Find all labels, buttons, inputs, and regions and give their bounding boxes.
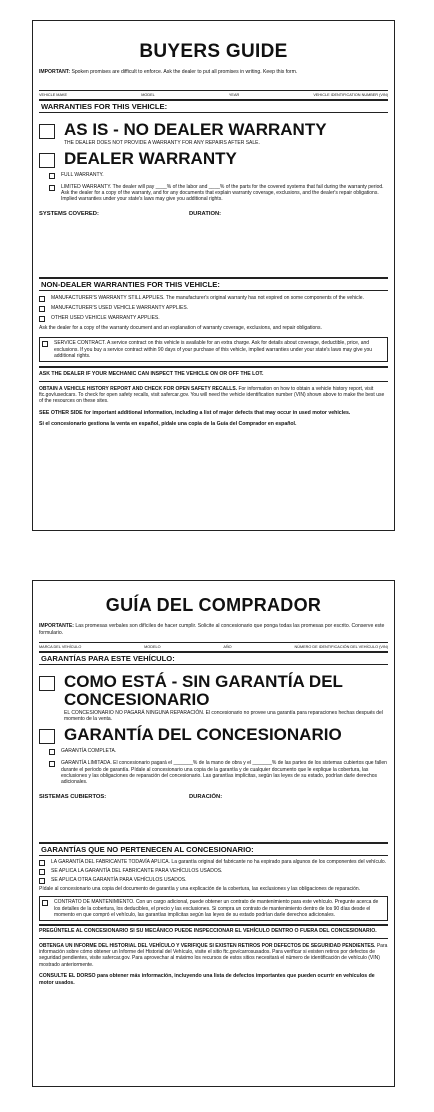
- duration-label: DURATION:: [189, 210, 222, 217]
- year-field[interactable]: YEAR: [228, 92, 240, 97]
- service-contract-checkbox[interactable]: [42, 900, 48, 906]
- full-warranty-checkbox[interactable]: [49, 749, 55, 755]
- history-report-heading: OBTAIN A VEHICLE HISTORY REPORT AND CHECK FOR OPEN SAFETY RECALLS.: [39, 385, 238, 392]
- non-dealer-heading: NON-DEALER WARRANTIES FOR THIS VEHICLE:: [39, 277, 388, 291]
- service-contract-text: CONTRATO DE MANTENIMIENTO. Con un cargo adicional, puede obtener un contrato de mantenimiento para este vehículo. Pregunte acerca de los detalles de la cobertura, los deducibles, el precio y las exclusiones. Si compra un contrato de mantenimiento dentro de los 90 días desde el momento en que compró el vehículo, las garantías implícitas según las leyes de su estado podrían darle derechos adicionales.: [54, 899, 379, 918]
- see-other-side: CONSULTE EL DORSO para obtener más información, incluyendo una lista de defectos importantes que pueden ocurrir en vehículos de motor usados.: [39, 973, 375, 986]
- model-field[interactable]: MODELO: [144, 645, 161, 650]
- important-notice: [39, 69, 388, 76]
- history-report-text: For information on how to obtain a vehicle history report, visit ftc.gov/usedcars. To check for open safety recalls, visit safercar.gov. You will need the vehicle identification number (VIN) shown above to make the best use of the resources on these sites.: [39, 385, 385, 405]
- as-is-option: [39, 673, 388, 722]
- as-is-subtext: EL CONCESIONARIO NO PAGARÁ NINGUNA REPARACIÓN. El concesionario no provee una garantía para reparaciones hechas después del momento de la venta.: [64, 710, 383, 723]
- history-report-notice: [39, 943, 388, 968]
- mfr-used-checkbox[interactable]: [39, 306, 45, 312]
- duration-label: DURACIÓN:: [189, 793, 223, 800]
- dealer-warranty-option: [39, 726, 388, 744]
- page-title: BUYERS GUIDE: [139, 41, 288, 62]
- model-field[interactable]: MODEL: [141, 92, 155, 97]
- other-used-text: OTHER USED VEHICLE WARRANTY APPLIES.: [51, 314, 160, 321]
- warranties-heading: WARRANTIES FOR THIS VEHICLE:: [39, 99, 388, 113]
- important-text: Las promesas verbales son difíciles de hacer cumplir. Solicite al concesionario que ponga todas las promesas por escrito. Conserve este formulario.: [39, 623, 385, 636]
- important-notice: [39, 623, 388, 636]
- limited-warranty-option: [49, 760, 388, 786]
- warranties-heading: GARANTÍAS PARA ESTE VEHÍCULO:: [39, 651, 388, 665]
- as-is-label-line-1: COMO ESTÁ - SIN GARANTÍA DEL: [64, 672, 343, 692]
- other-used-option: [39, 315, 388, 322]
- vehicle-make-field[interactable]: MARCA DEL VEHÍCULO: [39, 645, 82, 650]
- limited-warranty-text: GARANTÍA LIMITADA. El concesionario pagará el _______% de la mano de obra y el _______% de las partes de los sistemas cubiertos que fallen durante el período de garantía. Pídale al concesionario una copia de la garantía y de cualquier documento que le explique la cobertura, las exclusiones y las obligaciones de reparación del concesionario. Las garantías implícitas, según las leyes de su estado, podrían darle derechos adicionales.: [61, 760, 387, 786]
- limited-warranty-checkbox[interactable]: [49, 185, 55, 191]
- service-contract-option: [39, 896, 388, 921]
- mfr-still-applies-checkbox[interactable]: [39, 296, 45, 302]
- vin-field[interactable]: VEHICLE IDENTIFICATION NUMBER (VIN): [313, 92, 388, 97]
- dealer-warranty-checkbox[interactable]: [39, 729, 55, 744]
- as-is-label: AS IS - NO DEALER WARRANTY: [64, 119, 327, 139]
- other-used-text: SE APLICA OTRA GARANTÍA PARA VEHÍCULOS USADOS.: [51, 876, 187, 883]
- important-text: Spoken promises are difficult to enforce. Ask the dealer to put all promises in writing. Keep this form.: [71, 69, 298, 75]
- as-is-checkbox[interactable]: [39, 676, 55, 691]
- mfr-used-checkbox[interactable]: [39, 869, 45, 875]
- full-warranty-label: FULL WARRANTY.: [61, 171, 104, 178]
- mfr-still-applies-option: [39, 295, 388, 302]
- limited-warranty-checkbox[interactable]: [49, 761, 55, 767]
- mfr-used-text: SE APLICA LA GARANTÍA DEL FABRICANTE PARA VEHÍCULOS USADOS.: [51, 867, 223, 874]
- full-warranty-option: [49, 172, 388, 179]
- spanish-note: Si el concesionario gestiona la venta en español, pídale una copia de la Guía del Comprador en español.: [39, 421, 297, 428]
- mfr-still-applies-option: [39, 859, 388, 866]
- dealer-warranty-option: [39, 150, 388, 168]
- systems-duration-row: [39, 794, 388, 800]
- service-contract-text: SERVICE CONTRACT. A service contract on this vehicle is available for an extra charge. Ask for details about coverage, deductible, price, and exclusions. If you buy a service contract within 90 days of your purchase of this vehicle, implied warranties under your state's laws may give you additional rights.: [54, 340, 373, 359]
- dealer-warranty-checkbox[interactable]: [39, 153, 55, 168]
- buyers-guide-spanish: [32, 580, 395, 1087]
- mfr-used-option: [39, 868, 388, 875]
- ask-dealer-copy: Pídale al concesionario una copia del documento de garantía y una explicación de la cobertura, las exclusiones y las obligaciones de reparación.: [39, 885, 361, 892]
- full-warranty-checkbox[interactable]: [49, 173, 55, 179]
- as-is-subtext: THE DEALER DOES NOT PROVIDE A WARRANTY FOR ANY REPAIRS AFTER SALE.: [64, 139, 260, 146]
- as-is-label-line-2: CONCESIONARIO: [64, 690, 210, 710]
- service-contract-option: [39, 337, 388, 362]
- systems-duration-row: [39, 211, 388, 217]
- other-used-checkbox[interactable]: [39, 878, 45, 884]
- as-is-option: [39, 121, 388, 146]
- see-other-side: SEE OTHER SIDE for important additional information, including a list of major defects that may occur in used motor vehicles.: [39, 409, 351, 416]
- buyers-guide-english: [32, 20, 395, 531]
- vehicle-info-fields: [39, 90, 388, 97]
- inspect-notice: ASK THE DEALER IF YOUR MECHANIC CAN INSPECT THE VEHICLE ON OR OFF THE LOT.: [39, 371, 264, 378]
- inspect-notice: PREGÚNTELE AL CONCESIONARIO SI SU MECÁNICO PUEDE INSPECCIONAR EL VEHÍCULO DENTRO O FUERA DEL CONCESIONARIO.: [39, 928, 377, 935]
- history-report-text: Para información sobre cómo obtener un Informe del Historial del Vehículo, visite el sitio ftc.gov/carrosusados. Para verificar si existen retiros por defectos de seguridad pendientes, visite safercar.gov. Para aprovechar al máximo los recursos de estos sitios necesitará el número de identificación de vehículo (VIN) mostrado anteriormente.: [39, 942, 388, 968]
- page-title: GUÍA DEL COMPRADOR: [105, 595, 322, 615]
- ask-dealer-copy: Ask the dealer for a copy of the warranty document and an explanation of warranty coverage, exclusions, and repair obligations.: [39, 324, 322, 331]
- dealer-warranty-label: GARANTÍA DEL CONCESIONARIO: [64, 725, 342, 745]
- systems-covered-label: SISTEMAS CUBIERTOS:: [39, 793, 107, 800]
- other-used-option: [39, 877, 388, 884]
- dealer-warranty-label: DEALER WARRANTY: [64, 148, 237, 168]
- history-report-notice: [39, 386, 388, 405]
- limited-warranty-option: [49, 184, 388, 203]
- systems-covered-label: SYSTEMS COVERED:: [39, 210, 99, 217]
- vehicle-info-fields: [39, 642, 388, 649]
- history-report-heading: OBTENGA UN INFORME DEL HISTORIAL DEL VEHÍCULO Y VERIFIQUE SI EXISTEN RETIROS POR DEFECTOS DE SEGURIDAD PENDIENTES.: [39, 942, 376, 949]
- year-field[interactable]: AÑO: [223, 645, 232, 650]
- mfr-used-text: MANUFACTURER'S USED VEHICLE WARRANTY APPLIES.: [51, 304, 189, 311]
- other-used-checkbox[interactable]: [39, 316, 45, 322]
- important-label: IMPORTANTE:: [39, 623, 74, 629]
- mfr-still-applies-text: MANUFACTURER'S WARRANTY STILL APPLIES. The manufacturer's original warranty has not expired on some components of the vehicle.: [51, 294, 364, 301]
- mfr-used-option: [39, 305, 388, 312]
- non-dealer-heading: GARANTÍAS QUE NO PERTENECEN AL CONCESIONARIO:: [39, 842, 388, 856]
- mfr-still-applies-checkbox[interactable]: [39, 860, 45, 866]
- as-is-checkbox[interactable]: [39, 124, 55, 139]
- limited-warranty-text: LIMITED WARRANTY. The dealer will pay ____% of the labor and ____% of the parts for the covered systems that fail during the warranty period. Ask the dealer for a copy of the warranty, and for any documents that explain warranty coverage, exclusions, and the dealer's repair obligations. Implied warranties under your state's laws may give you additional rights.: [61, 183, 384, 203]
- vehicle-make-field[interactable]: VEHICLE MAKE: [39, 92, 68, 97]
- vin-field[interactable]: NÚMERO DE IDENTIFICACIÓN DEL VEHÍCULO (VIN): [294, 645, 388, 650]
- full-warranty-option: [49, 748, 388, 755]
- service-contract-checkbox[interactable]: [42, 341, 48, 347]
- mfr-still-applies-text: LA GARANTÍA DEL FABRICANTE TODAVÍA APLICA. La garantía original del fabricante no ha expirado para algunos de los componentes del vehículo.: [51, 858, 387, 865]
- important-label: IMPORTANT:: [39, 69, 71, 75]
- full-warranty-label: GARANTÍA COMPLETA.: [61, 748, 117, 755]
